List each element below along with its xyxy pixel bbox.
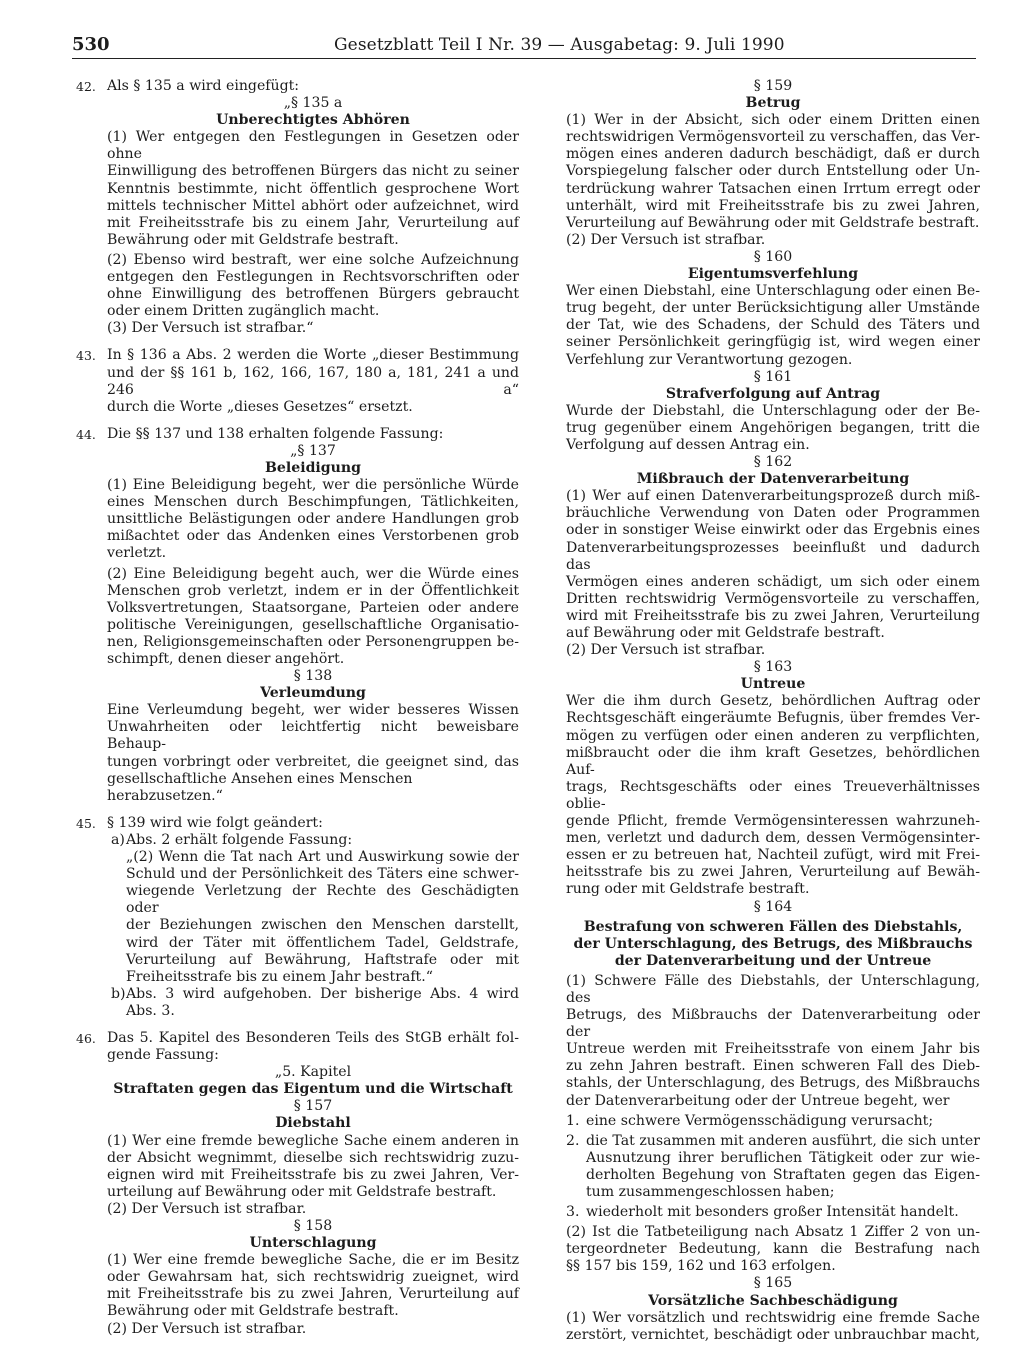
- section-number: „§ 137: [290, 442, 336, 459]
- chapter-title: Straftaten gegen das Eigentum und die Wirtschaft: [113, 1081, 513, 1098]
- section-number: § 138: [293, 668, 333, 685]
- paragraph: (1) Wer eine fremde bewegliche Sache einem anderen in der Absicht wegnimmt, dieselbe sich rechtswidrig zuzu- eignen wird mit Freiheitsstrafe bis zu zwei Jahren, Ver- urteilung auf Bewährung oder mit Geldstrafe bestraft.: [107, 1132, 519, 1200]
- section-title: Eigentumsverfehlung: [687, 266, 859, 283]
- item-lead: Als § 135 a wird eingefügt:: [107, 78, 300, 94]
- section-title: Beleidigung: [265, 459, 361, 476]
- paragraph: (2) Der Versuch ist strafbar.: [566, 231, 766, 248]
- section-number: „§ 135 a: [283, 95, 343, 112]
- section-title: Vorsätzliche Sachbeschädigung: [648, 1292, 898, 1309]
- paragraph: (2) Ist die Tatbeteiligung nach Absatz 1 Ziffer 2 von un- tergeordneter Bedeutung, kann die Bestrafung nach §§ 157 bis 159, 162 und 163 erfolgen.: [566, 1224, 980, 1275]
- item-lead: § 139 wird wie folgt geändert:: [107, 814, 323, 831]
- section-title: Betrug: [745, 95, 801, 112]
- list-item: 3. wiederholt mit besonders großer Intensität handelt.: [566, 1204, 959, 1221]
- section-title: Unberechtigtes Abhören: [216, 112, 410, 129]
- item-number: 44.: [76, 426, 96, 442]
- section-title: Unterschlagung: [249, 1235, 377, 1252]
- paragraph: (2) Der Versuch ist strafbar.: [566, 642, 766, 659]
- quoted-paragraph: „(2) Wenn die Tat nach Art und Auswirkung sowie der Schuld und der Persönlichkeit des Täters eine schwer- wiegende Verletzung der Rechte des Geschädigten oder der Beziehungen zwischen den Menschen darstellt, wird der Täter mit öffentlichem Tadel, Geldstrafe, Verurteilung auf Bewährung, Haftstrafe oder mit Freiheitsstrafe bis zu einem Jahr bestraft.“: [126, 849, 519, 985]
- right-column: [566, 78, 980, 1344]
- paragraph: (1) Wer auf einen Datenverarbeitungsprozeß durch miß- bräuchliche Verwendung von Daten oder Programmen oder in sonstiger Weise einwirkt oder das Ergebnis eines Datenverarbeitungsprozesses beeinflußt und dadurch das Vermögen eines anderen schädigt, um sich oder einem Dritten rechtswidrig Vermögensvorteile zu verschaffen, wird mit Freiheitsstrafe bis zu zwei Jahren, Verurteilung auf Bewährung oder mit Geldstrafe bestraft.: [566, 488, 980, 641]
- item-number: 43.: [76, 348, 96, 364]
- section-number: § 165: [753, 1275, 793, 1292]
- paragraph: (1) Wer in der Absicht, sich oder einem Dritten einen rechtswidrigen Vermögensvorteil zu verschaffen, das Ver- mögen eines anderen dadurch beschädigt, daß er durch Vorspiegelung falscher oder durch Entstellung oder Un- terdrückung wahrer Tatsachen einen Irrtum erregt oder unterhält, wird mit Freiheitsstrafe bis zu zwei Jahren, Verurteilung auf Bewährung oder mit Geldstrafe bestraft.: [566, 112, 980, 231]
- amendment-46: 46. Das 5. Kapitel des Besonderen Teils des StGB erhält fol- gende Fassung: „5. Kapitel Straftaten gegen das Eigentum und die Wirtschaft § 157 Diebstahl (1) Wer eine fremde bewegliche Sache einem anderen in der Absicht wegnimmt, dieselbe sich rechtswidrig zuzu- eignen wird mit Freiheitsstrafe bis zu zwei Jahren, Ver- urteilung auf Bewährung oder mit Geldstrafe bestraft. (2) Der Versuch ist strafbar. § 158 Unterschlagung (1) Wer eine fremde bewegliche Sache, die er im Besitz oder Gewahrsam hat, sich rechtswidrig zueignet, wird mit Freiheitsstrafe bis zu zwei Jahren, Verurteilung auf Bewährung oder mit Geldstrafe bestraft. (2) Der Versuch ist strafbar.: [76, 1029, 519, 1337]
- amendment-43: 43. In § 136 a Abs. 2 werden die Worte „dieser Bestimmung und der §§ 161 b, 162, 166, 167, 180 a, 181, 241 a und 246 a“ durch die Worte „dieses Gesetzes“ ersetzt.: [76, 347, 519, 415]
- amendment-42: [76, 78, 519, 337]
- section-number: § 160: [753, 248, 793, 265]
- section-number: § 164: [753, 898, 793, 915]
- page-number: 530: [72, 34, 110, 55]
- section-title: Bestrafung von schweren Fällen des Diebstahls, der Unterschlagung, des Betrugs, des Mißbrauchs der Datenverarbeitung und der Untreue: [573, 918, 973, 969]
- section-number: § 162: [753, 454, 793, 471]
- section-title: Diebstahl: [275, 1115, 351, 1132]
- paragraph: (1) Wer entgegen den Festlegungen in Gesetzen oder ohne Einwilligung des betroffenen Bürgers das nicht zu seiner Kenntnis bestimmte, nicht öffentlich gesprochene Wort mittels technischer Mittel abhört oder aufzeichnet, wird mit Freiheitsstrafe bis zu einem Jahr, Verurteilung auf Bewährung oder mit Geldstrafe bestraft.: [107, 129, 519, 248]
- list-item: 1. eine schwere Vermögensschädigung verursacht;: [566, 1112, 934, 1129]
- sub-item-b: b) Abs. 3 wird aufgehoben. Der bisherige Abs. 4 wird Abs. 3.: [111, 985, 519, 1019]
- amendment-44: [76, 426, 519, 805]
- item-number: 45.: [76, 815, 96, 831]
- section-title: Verleumdung: [260, 685, 366, 702]
- paragraph: Wurde der Diebstahl, die Unterschlagung oder der Be- trug gegenüber einem Angehörigen begangen, tritt die Verfolgung auf dessen Antrag ein.: [566, 402, 980, 453]
- sub-item-a: a) Abs. 2 erhält folgende Fassung:: [111, 831, 353, 848]
- item-lead: Die §§ 137 und 138 erhalten folgende Fassung:: [107, 425, 444, 442]
- section-title: Untreue: [740, 676, 806, 693]
- paragraph: (2) Ebenso wird bestraft, wer eine solche Aufzeichnung entgegen den Festlegungen in Rechtsvorschriften oder ohne Einwilligung des betroffenen Bürgers gebraucht oder einem Dritten zugänglich macht.: [107, 251, 519, 320]
- item-number: 42.: [76, 79, 96, 94]
- section-title: Mißbrauch der Datenverarbeitung: [636, 471, 910, 488]
- section-number: § 157: [293, 1098, 333, 1115]
- section-number: § 161: [753, 368, 793, 385]
- section-number: § 158: [293, 1218, 333, 1234]
- paragraph: (1) Wer eine fremde bewegliche Sache, die er im Besitz oder Gewahrsam hat, sich rechtswidrig zueignet, wird mit Freiheitsstrafe bis zu zwei Jahren, Verurteilung auf Bewährung oder mit Geldstrafe bestraft.: [107, 1252, 519, 1320]
- page-header: [72, 30, 976, 59]
- paragraph: (2) Der Versuch ist strafbar.: [107, 1200, 307, 1217]
- section-number: § 163: [753, 659, 793, 676]
- paragraph: Wer einen Diebstahl, eine Unterschlagung oder einen Be- trug begeht, der unter Berücksichtigung aller Umstände der Tat, wie des Schadens, der Schuld des Täters und seiner Persönlichkeit geringfügig ist, wird wegen einer Verfehlung zur Verantwortung gezogen.: [566, 283, 980, 368]
- chapter-number: „5. Kapitel: [274, 1064, 352, 1081]
- paragraph: (1) Eine Beleidigung begeht, wer die persönliche Würde eines Menschen durch Beschimpfungen, Tätlichkeiten, unsittliche Belästigungen oder andere Handlungen grob mißachtet oder das Andenken eines Verstorbenen grob verletzt.: [107, 477, 519, 562]
- paragraph: Wer die ihm durch Gesetz, behördlichen Auftrag oder Rechtsgeschäft eingeräumte Befugnis, über fremdes Ver- mögen zu verfügen oder einen anderen zu verpflichten, mißbraucht oder die ihm kraft Gesetzes, behördlichen Auf- trags, Rechtsgeschäfts oder eines Treueverhältnisses oblie- gende Pflicht, fremde Vermögensinteressen wahrzuneh- men, verletzt und dadurch dem, dessen Vermögensinter- essen er zu betreuen hat, Nachteil zufügt, wird mit Frei- heitsstrafe bis zu zwei Jahren, Verurteilung auf Bewäh- rung oder mit Geldstrafe bestraft.: [566, 693, 980, 898]
- paragraph: (2) Der Versuch ist strafbar.: [107, 1320, 307, 1337]
- section-number: § 159: [753, 78, 793, 94]
- paragraph: (3) Der Versuch ist strafbar.“: [107, 320, 314, 337]
- paragraph: (1) Wer vorsätzlich und rechtswidrig eine fremde Sache zerstört, vernichtet, beschädigt oder unbrauchbar macht,: [566, 1309, 980, 1343]
- paragraph: (2) Eine Beleidigung begeht auch, wer die Würde eines Menschen grob verletzt, indem er in der Öffentlichkeit Volksvertretungen, Staatsorgane, Parteien oder andere politische Vereinigungen, gesellschaftliche Organisatio- nen, Religionsgemeinschaften oder Personengruppen be- schimpft, denen dieser angehört.: [107, 565, 519, 667]
- amendment-45: [76, 815, 519, 1020]
- section-title: Strafverfolgung auf Antrag: [665, 385, 881, 402]
- left-column: [76, 78, 519, 1338]
- list-item: 2. die Tat zusammen mit anderen ausführt, die sich unter Ausnutzung ihrer beruflichen Tätigkeit oder zur wie- derholten Begehung von Straftaten gegen das Eigen- tum zusammengeschlossen haben;: [566, 1132, 980, 1200]
- running-head: Gesetzblatt Teil I Nr. 39 — Ausgabetag: 9. Juli 1990: [334, 35, 785, 55]
- item-number: 46.: [76, 1030, 96, 1046]
- paragraph: (1) Schwere Fälle des Diebstahls, der Unterschlagung, des Betrugs, des Mißbrauchs der Datenverarbeitung oder der Untreue werden mit Freiheitsstrafe von einem Jahr bis zu zehn Jahren bestraft. Einen schweren Fall des Dieb- stahls, der Unterschlagung, des Betrugs, des Mißbrauchs der Datenverarbeitung oder der Untreue begeht, wer: [566, 972, 980, 1109]
- paragraph: Eine Verleumdung begeht, wer wider besseres Wissen Unwahrheiten oder leichtfertig nicht beweisbare Behaup- tungen vorbringt oder verbreitet, die geeignet sind, das gesellschaftliche Ansehen eines Menschen herabzusetzen.“: [107, 702, 519, 804]
